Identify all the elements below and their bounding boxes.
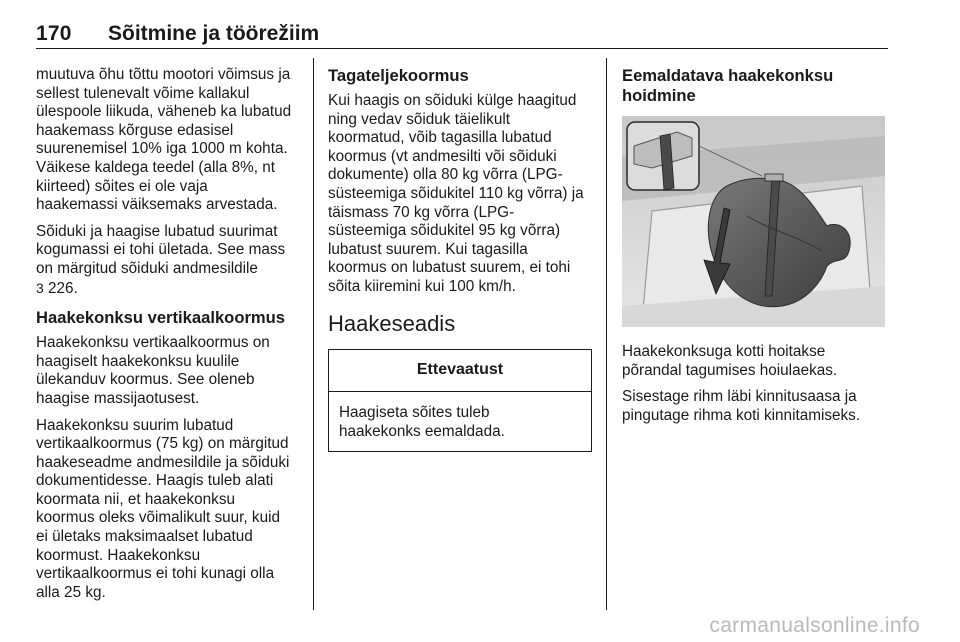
section-heading: Haakekonksu vertikaalkoormus: [36, 308, 286, 328]
fastening-loop: [765, 174, 783, 181]
paragraph: Haakekonksu vertikaalkoormus on haagiselt haakekonksu kuulile ülekanduv koormus. See oleneb haagise massijaotusest.: [36, 334, 270, 407]
column-divider: [606, 58, 607, 610]
chapter-title: Sõitmine ja töörežiim: [108, 22, 320, 45]
chapter-heading: Haakeseadis: [328, 310, 456, 336]
paragraph: Sisestage rihm läbi kinnitusaasa ja pingutage rihma koti kinnitamiseks.: [622, 388, 861, 424]
column-1: [36, 66, 300, 610]
section-heading: Tagateljekoormus: [328, 66, 469, 85]
reference-arrow-icon: 3: [36, 279, 44, 296]
caution-box: [328, 349, 592, 453]
caution-title: Ettevaatust: [329, 350, 591, 393]
paragraph: Kui haagis on sõiduki külge haagitud ning vedav sõiduk täielikult koormatud, võib tagasilla lubatud koormus (vt andmesilti või sõiduki dokumente) olla 80 kg võrra (LPG- süsteemiga sõidukitel 110 kg võrra) ja täismass 70 kg võrra (LPG- süsteemiga sõidukitel 95 kg võrra) lubatust suurem. Kui tagasilla koormus on lubatust suurem, ei tohi sõita kiiremini kui 100 km/h.: [328, 92, 584, 295]
column-divider: [313, 58, 314, 610]
paragraph: Haakekonksu suurim lubatud vertikaalkoormus (75 kg) on märgitud haakeseadme andmesildile ja sõiduki dokumentidesse. Haagis tuleb alati koormata nii, et haakekonksu koormus oleks võimalikult suur, kuid ei ületaks maksimaalset lubatud koormust. Haakekonksu vertikaalkoormus ei tohi kunagi olla alla 25 kg.: [36, 416, 290, 601]
paragraph: muutuva õhu tõttu mootori võimsus ja sellest tulenevalt võime kallakul ülespoole liikuda, väheneb ka lubatud haakemass kõrguse edasisel suurenemisel 10% iga 1000 m kohta. Väikese kaldega teedel (alla 8%, nt kiirteed) sõites ei ole vaja haakemassi väiksemaks arvestada.: [36, 66, 292, 214]
caution-text: Haagiseta sõites tuleb haakekonks eemaldada.: [339, 404, 505, 440]
paragraph: [36, 223, 300, 298]
watermark: carmanualsonline.info: [709, 614, 920, 637]
column-3: [622, 66, 886, 433]
column-2: [328, 66, 592, 452]
page-reference-link[interactable]: 226.: [48, 279, 78, 297]
section-heading: Eemaldatava haakekonksu hoidmine: [622, 66, 834, 105]
page-header: [36, 22, 888, 49]
paragraph: Haakekonksuga kotti hoitakse põrandal tagumises hoiulaekas.: [622, 343, 838, 379]
paragraph-text: Sõiduki ja haagise lubatud suurimat kogumassi ei tohi ületada. See mass on märgitud sõiduki andmesildile: [36, 222, 286, 277]
illustration-svg: [622, 116, 885, 327]
page-number: 170: [36, 22, 72, 45]
towbar-storage-illustration: [622, 116, 885, 327]
